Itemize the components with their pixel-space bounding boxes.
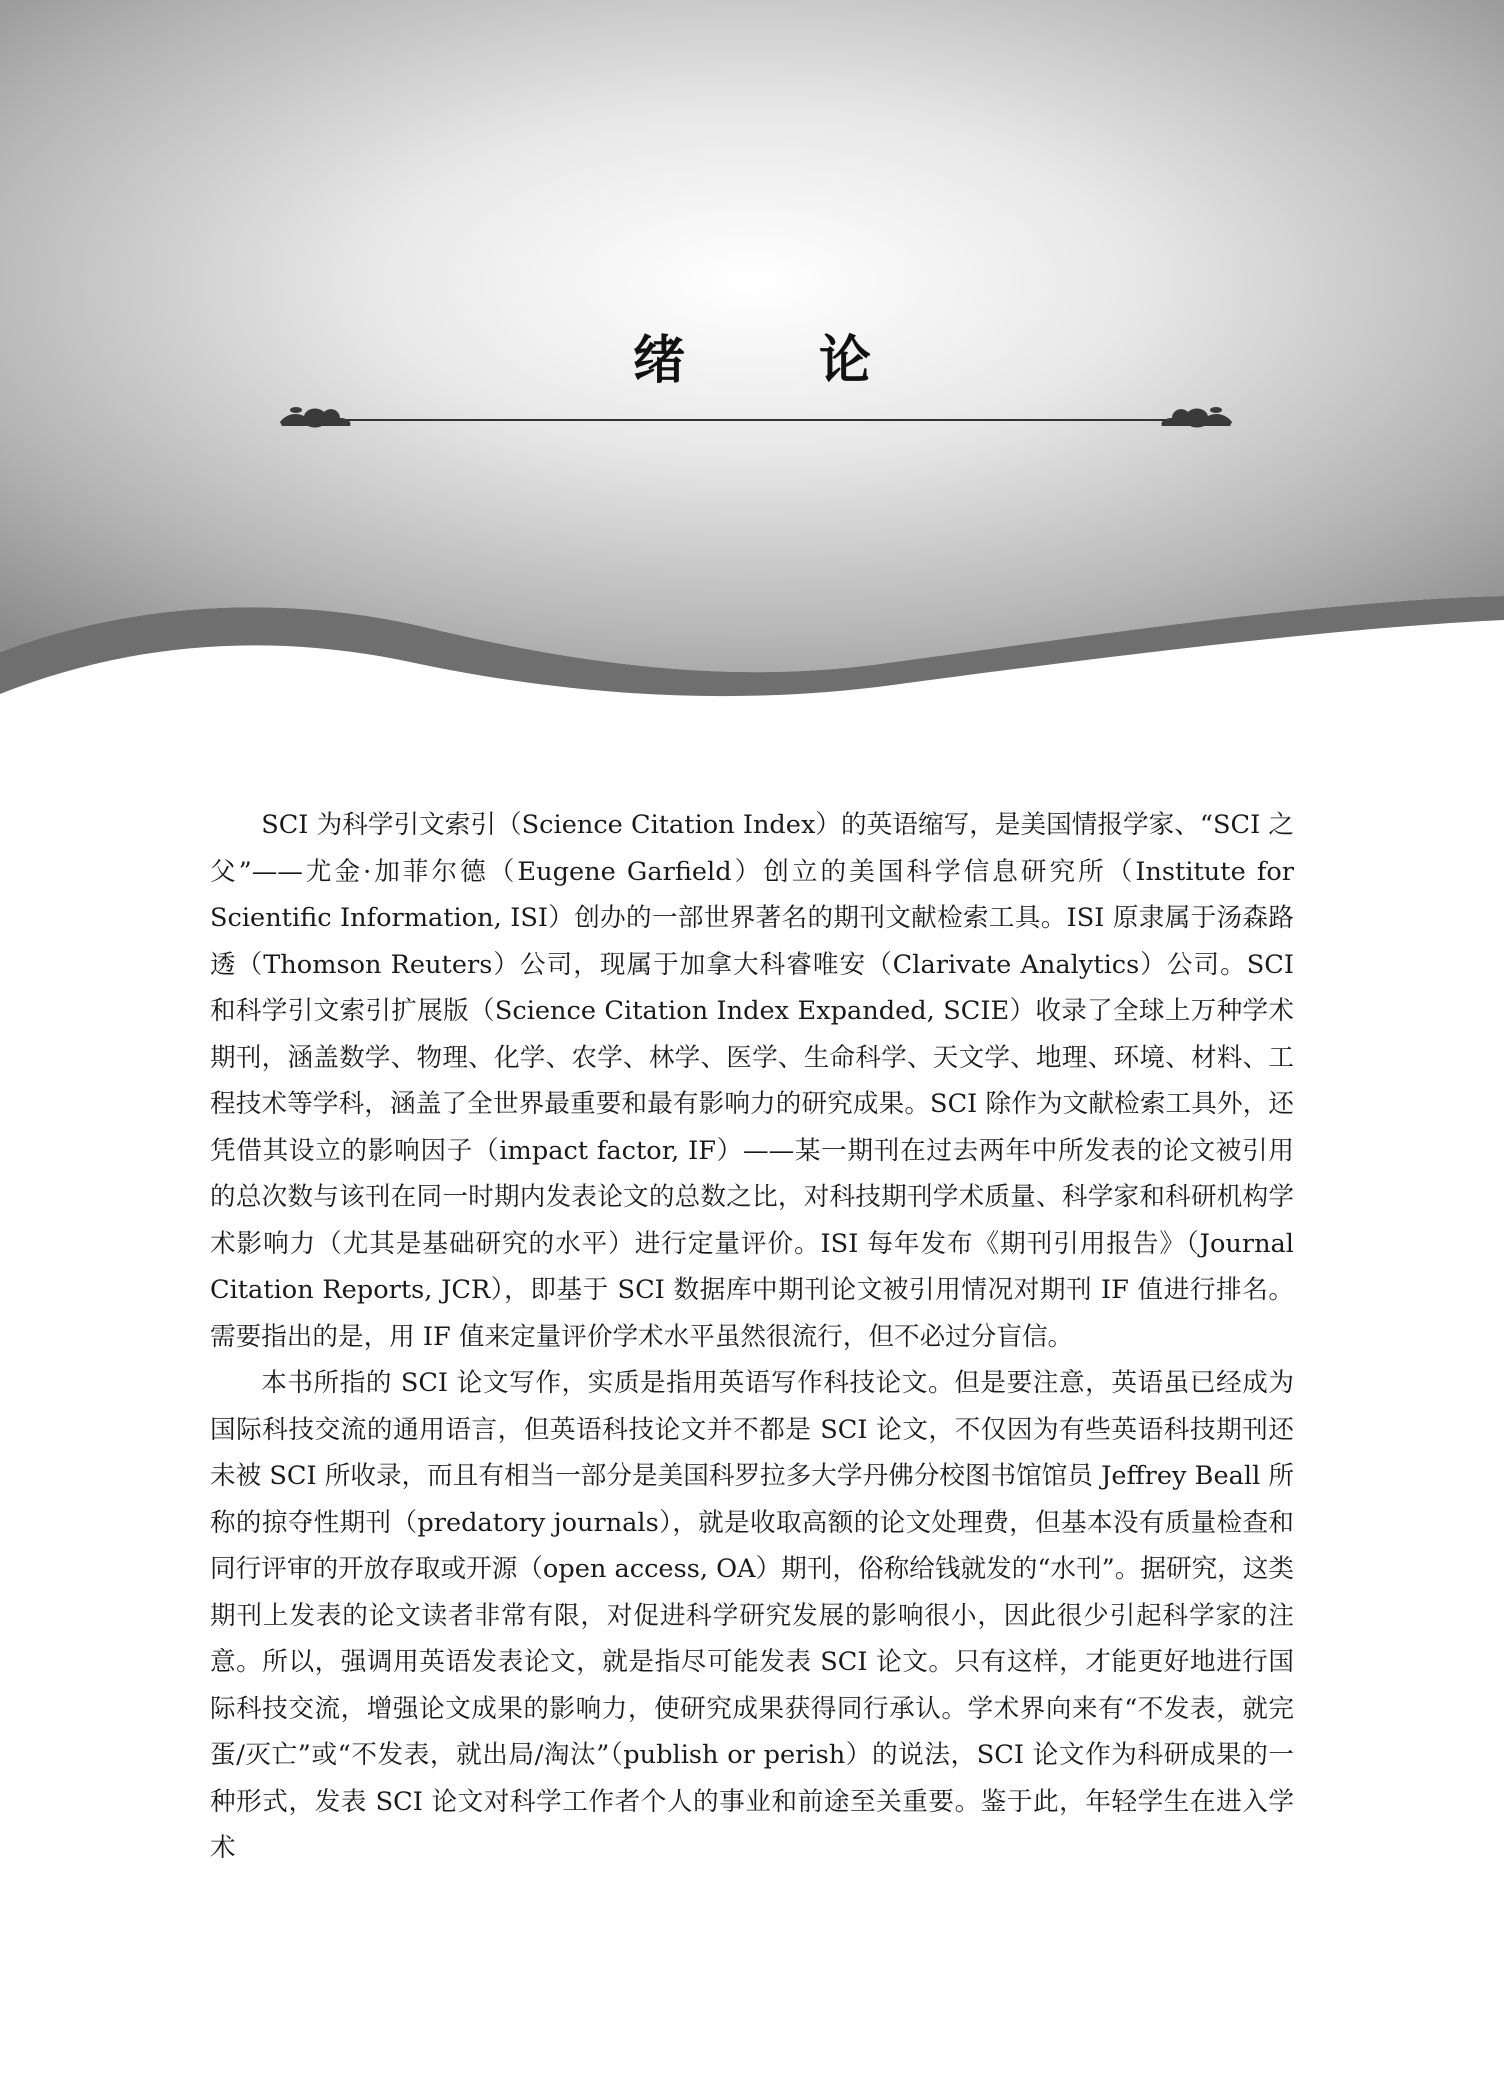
left-cloud-ornament-icon (280, 407, 351, 428)
title-ornament-rule (278, 398, 1234, 434)
body-text (210, 802, 1294, 1872)
chapter-title: 绪 论 (632, 331, 930, 391)
paragraph: SCI 为科学引文索引（Science Citation Index）的英语缩写，是美国情报学家、“SCI 之父”——尤金·加菲尔德（Eugene Garfield）创立的美国科学信息研究所（Institute for Scientific Information, ISI）创办的一部世界著名的期刊文献检索工具。ISI 原隶属于汤森路透（Thomson Reuters）公司，现属于加拿大科睿唯安（Clarivate Analytics）公司。SCI 和科学引文索引扩展版（Science Citation Index Expanded, SCIE）收录了全球上万种学术期刊，涵盖数学、物理、化学、农学、林学、医学、生命科学、天文学、地理、环境、材料、工程技术等学科，涵盖了全世界最重要和最有影响力的研究成果。SCI 除作为文献检索工具外，还凭借其设立的影响因子（impact factor, IF）——某一期刊在过去两年中所发表的论文被引用的总次数与该刊在同一时期内发表论文的总数之比，对科技期刊学术质量、科学家和科研机构学术影响力（尤其是基础研究的水平）进行定量评价。ISI 每年发布《期刊引用报告》（Journal Citation Reports, JCR），即基于 SCI 数据库中期刊论文被引用情况对期刊 IF 值进行排名。需要指出的是，用 IF 值来定量评价学术水平虽然很流行，但不必过分盲信。 (210, 810, 1294, 1352)
paragraph: 本书所指的 SCI 论文写作，实质是指用英语写作科技论文。但是要注意，英语虽已经成为国际科技交流的通用语言，但英语科技论文并不都是 SCI 论文，不仅因为有些英语科技期刊还未被 SCI 所收录，而且有相当一部分是美国科罗拉多大学丹佛分校图书馆馆员 Jeffrey Beall 所称的掠夺性期刊（predatory journals），就是收取高额的论文处理费，但基本没有质量检查和同行评审的开放存取或开源（open access, OA）期刊，俗称给钱就发的“水刊”。据研究，这类期刊上发表的论文读者非常有限，对促进科学研究发展的影响很小，因此很少引起科学家的注意。所以，强调用英语发表论文，就是指尽可能发表 SCI 论文。只有这样，才能更好地进行国际科技交流，增强论文成果的影响力，使研究成果获得同行承认。学术界向来有“不发表，就完蛋/灭亡”或“不发表，就出局/淘汰”（publish or perish）的说法，SCI 论文作为科研成果的一种形式，发表 SCI 论文对科学工作者个人的事业和前途至关重要。鉴于此，年轻学生在进入学术 (210, 1368, 1294, 1863)
right-cloud-ornament-icon (1161, 407, 1232, 428)
